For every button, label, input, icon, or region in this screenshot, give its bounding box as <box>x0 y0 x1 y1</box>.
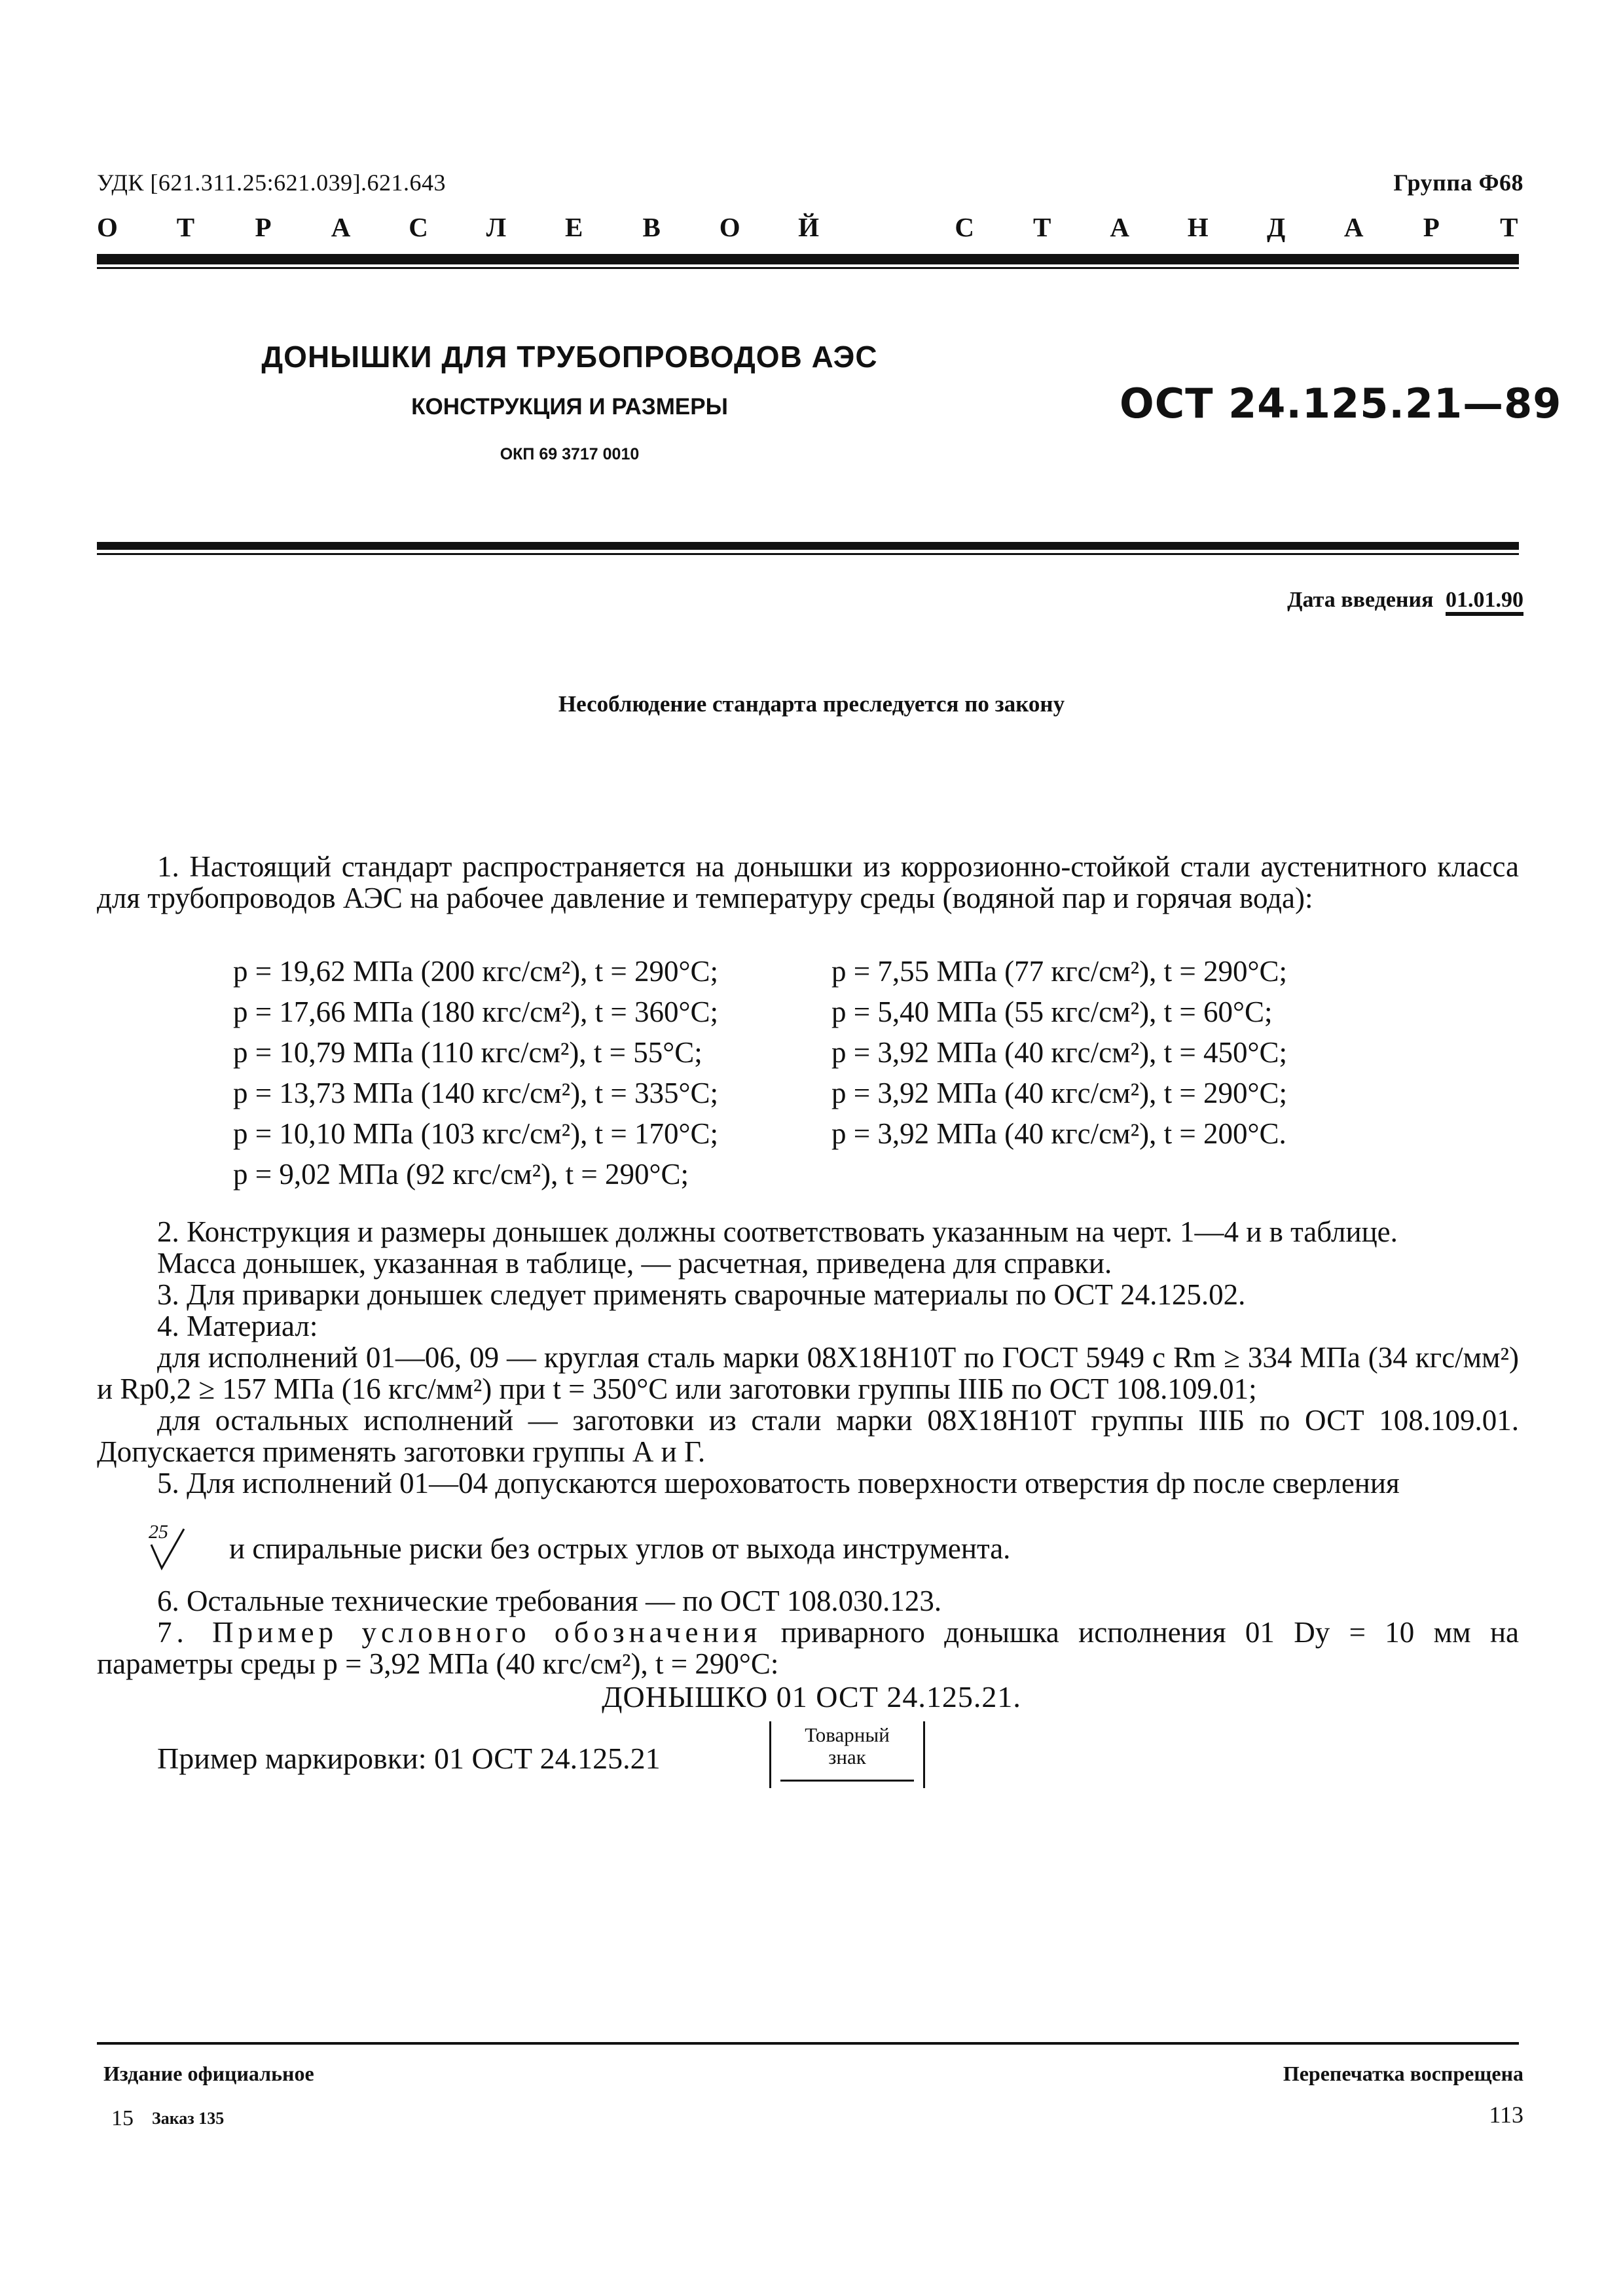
banner-letter: Р <box>255 212 272 242</box>
stamp-line-1: Товарный <box>805 1723 890 1746</box>
condition-left-row: p = 17,66 МПа (180 кгс/см²), t = 360°С; <box>233 996 718 1028</box>
body-section-2 <box>97 1216 1519 1499</box>
banner-letter: Д <box>1267 212 1286 242</box>
condition-right-row: p = 3,92 МПа (40 кгс/см²), t = 290°С; <box>831 1077 1287 1109</box>
conditions-left <box>233 954 718 1198</box>
paragraph-2: 2. Конструкция и размеры донышек должны соответствовать указанным на черт. 1—4 и в таблице. <box>157 1215 1398 1248</box>
banner-letter: Р <box>1423 212 1440 242</box>
designation: ДОНЫШКО 01 ОСТ 24.125.21. <box>602 1680 1021 1713</box>
banner-letter: А <box>1110 212 1129 242</box>
condition-left-row: p = 10,79 МПа (110 кгс/см²), t = 55°С; <box>233 1036 702 1069</box>
top-rule-thin <box>97 267 1519 269</box>
banner-letter: Т <box>1500 212 1518 242</box>
banner-letter: О <box>719 212 740 242</box>
stamp-line-2: знак <box>828 1746 866 1768</box>
paragraph-7-lead: 7. Пример условного обозначения <box>157 1616 762 1649</box>
title-rule-thin <box>97 553 1519 555</box>
udk-code: УДК [621.311.25:621.039].621.643 <box>97 170 447 196</box>
document-subtitle: КОНСТРУКЦИЯ И РАЗМЕРЫ <box>411 394 728 420</box>
paragraph-5: 5. Для исполнений 01—04 допускаются шероховатость поверхности отверстия dp после сверления <box>157 1467 1400 1499</box>
page-number: 113 <box>1489 2102 1523 2128</box>
condition-right-row: p = 3,92 МПа (40 кгс/см²), t = 200°С. <box>831 1117 1286 1150</box>
banner-letter: С <box>409 212 428 242</box>
paragraph-4: 4. Материал: <box>157 1310 318 1342</box>
banner-letter: В <box>642 212 661 242</box>
marking-example: Пример маркировки: 01 ОСТ 24.125.21 <box>157 1742 661 1775</box>
banner-industry-standard <box>97 211 1519 243</box>
paragraph-1: 1. Настоящий стандарт распространяется на донышки из коррозионно-стойкой стали аустенитного класса для трубопроводов АЭС на рабочее давление и температуру среды (водяной пар и горячая вода): <box>97 850 1519 914</box>
conditions-right <box>831 954 1287 1157</box>
okp-code: ОКП 69 3717 0010 <box>500 445 640 463</box>
condition-right-row: p = 5,40 МПа (55 кгс/см²), t = 60°С; <box>831 996 1273 1028</box>
trademark-stamp <box>769 1721 925 1788</box>
standard-code: ОСТ 24.125.21—89 <box>1120 380 1562 427</box>
title-rule <box>97 542 1519 550</box>
roughness-symbol <box>147 1521 193 1577</box>
body-section <box>97 851 1519 914</box>
paragraph-3: 3. Для приварки донышек следует применять сварочные материалы по ОСТ 24.125.02. <box>157 1278 1246 1311</box>
top-rule <box>97 254 1519 264</box>
paragraph-7-text: приварного донышка исполнения 01 Dу = 10 мм на параметры среды p = 3,92 МПа (40 кгс/см²), t = 290°С: <box>97 1616 1520 1680</box>
paragraph-4b: для остальных исполнений — заготовки из стали марки 08Х18Н10Т группы IIIБ по ОСТ 108.109.01. Допускается применять заготовки группы А и Г. <box>97 1404 1519 1468</box>
banner-letter: Л <box>486 212 507 242</box>
reprint-label: Перепечатка воспрещена <box>1283 2062 1523 2085</box>
order-number: 15 <box>111 2106 134 2130</box>
intro-date-value: 01.01.90 <box>1446 588 1523 616</box>
group-code: Группа Ф68 <box>1393 170 1523 196</box>
banner-letter: Т <box>1032 212 1051 242</box>
paragraph-5b: и спиральные риски без острых углов от выхода инструмента. <box>229 1532 1011 1565</box>
banner-letter: С <box>955 212 974 242</box>
banner-letter: Й <box>798 212 820 242</box>
banner-letter: Н <box>1187 212 1209 242</box>
banner-letter: А <box>331 212 351 242</box>
stamp-underline <box>780 1780 914 1782</box>
banner-letter <box>877 211 897 243</box>
banner-letter: Е <box>564 212 583 242</box>
legal-notice: Несоблюдение стандарта преследуется по закону <box>558 691 1065 717</box>
edition-label: Издание официальное <box>103 2062 314 2085</box>
condition-left-row: p = 13,73 МПа (140 кгс/см²), t = 335°С; <box>233 1077 718 1109</box>
banner-letter: О <box>97 212 118 242</box>
paragraph-4a: для исполнений 01—06, 09 — круглая сталь марки 08Х18Н10Т по ГОСТ 5949 с Rm ≥ 334 МПа (34 кгс/мм²) и Rp0,2 ≥ 157 МПа (16 кгс/мм²) при t = 350°С или заготовки группы IIIБ по ОСТ 108.109.01; <box>97 1341 1519 1405</box>
condition-left-row: p = 9,02 МПа (92 кгс/см²), t = 290°С; <box>233 1158 689 1191</box>
roughness-value: 25 <box>149 1521 168 1543</box>
intro-date <box>1287 588 1523 613</box>
condition-right-row: p = 7,55 МПа (77 кгс/см²), t = 290°С; <box>831 955 1287 988</box>
paragraph-6: 6. Остальные технические требования — по ОСТ 108.030.123. <box>157 1585 942 1617</box>
document-title: ДОНЫШКИ ДЛЯ ТРУБОПРОВОДОВ АЭС <box>261 340 878 374</box>
condition-left-row: p = 10,10 МПа (103 кгс/см²), t = 170°С; <box>233 1117 718 1150</box>
order-label: Заказ 135 <box>152 2109 225 2128</box>
footer-rule <box>97 2042 1519 2045</box>
paragraph-2b: Масса донышек, указанная в таблице, — расчетная, приведена для справки. <box>157 1247 1112 1280</box>
body-section-3 <box>97 1585 1519 1679</box>
intro-date-label: Дата введения <box>1287 588 1434 612</box>
condition-left-row: p = 19,62 МПа (200 кгс/см²), t = 290°С; <box>233 955 718 988</box>
condition-right-row: p = 3,92 МПа (40 кгс/см²), t = 450°С; <box>831 1036 1287 1069</box>
paragraph-7 <box>97 1617 1519 1679</box>
banner-letter: Т <box>176 212 195 242</box>
banner-letter: А <box>1343 212 1364 242</box>
